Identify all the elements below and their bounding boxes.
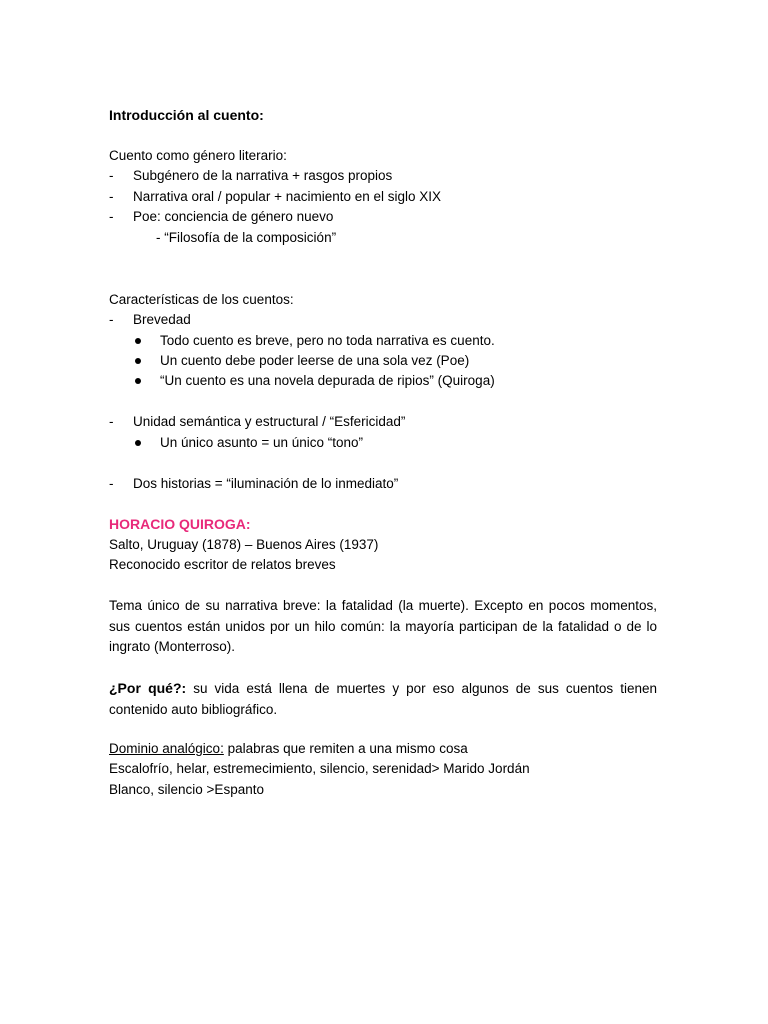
list-item: Subgénero de la narrativa + rasgos propios	[133, 168, 393, 183]
why-text: su vida está llena de muertes y por eso algunos de sus cuentos tienen contenido auto bibliográfico.	[109, 681, 658, 717]
dash-marker: -	[109, 209, 114, 224]
list-subitem: - “Filosofía de la composición”	[156, 230, 337, 245]
quiroga-description: Reconocido escritor de relatos breves	[109, 557, 336, 572]
list-item: Dos historias = “iluminación de lo inmediato”	[133, 476, 399, 491]
quiroga-theme-paragraph: Tema único de su narrativa breve: la fatalidad (la muerte). Excepto en pocos momentos, sus cuentos están unidos por un hilo común: la mayoría participan de la fatalidad o de lo ingrato (Monterroso).	[109, 598, 657, 654]
list-item: Narrativa oral / popular + nacimiento en el siglo XIX	[133, 189, 442, 204]
dash-marker: -	[109, 189, 114, 204]
analogic-domain-text: palabras que remiten a una mismo cosa	[223, 741, 468, 756]
dash-marker: -	[109, 476, 114, 491]
bullet-icon	[135, 378, 141, 384]
dash-marker: -	[109, 414, 114, 429]
why-paragraph	[109, 678, 657, 720]
dash-marker: -	[109, 312, 114, 327]
analogic-domain-words-2: Blanco, silencio >Espanto	[109, 782, 264, 797]
quiroga-dates: Salto, Uruguay (1878) – Buenos Aires (1937)	[109, 537, 379, 552]
analogic-domain-line	[109, 739, 468, 759]
analogic-domain-words-1: Escalofrío, helar, estremecimiento, silencio, serenidad> Marido Jordán	[109, 761, 530, 776]
bullet-item: Un cuento debe poder leerse de una sola vez (Poe)	[160, 353, 470, 368]
list-item: Brevedad	[133, 312, 191, 327]
list-item: Poe: conciencia de género nuevo	[133, 209, 334, 224]
quiroga-heading: HORACIO QUIROGA:	[109, 516, 251, 532]
bullet-item: Un único asunto = un único “tono”	[160, 435, 364, 450]
section-heading-genre: Cuento como género literario:	[109, 148, 287, 163]
bullet-icon	[135, 338, 141, 344]
bullet-item: Todo cuento es breve, pero no toda narrativa es cuento.	[160, 333, 495, 348]
document-title: Introducción al cuento:	[109, 107, 264, 123]
section-heading-characteristics: Características de los cuentos:	[109, 292, 294, 307]
bullet-item: “Un cuento es una novela depurada de ripios” (Quiroga)	[160, 373, 495, 388]
analogic-domain-label: Dominio analógico:	[109, 741, 224, 756]
bullet-icon	[135, 440, 141, 446]
why-label: ¿Por qué?:	[109, 680, 187, 696]
dash-marker: -	[109, 168, 114, 183]
list-item: Unidad semántica y estructural / “Esfericidad”	[133, 414, 406, 429]
bullet-icon	[135, 358, 141, 364]
